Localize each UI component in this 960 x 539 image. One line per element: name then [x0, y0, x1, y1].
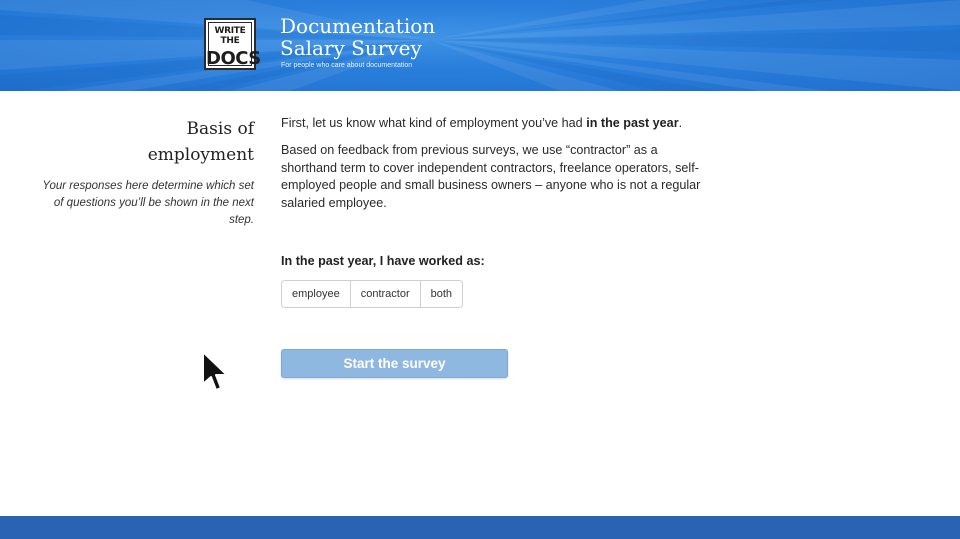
write-the-docs-logo[interactable]	[204, 18, 261, 70]
option-both[interactable]: both	[421, 281, 462, 307]
section-note: Your responses here determine which set of questions you’ll be shown in the next step.	[42, 180, 254, 226]
start-survey-button[interactable]: Start the survey	[281, 349, 508, 378]
employment-question-label: In the past year, I have worked as:	[281, 254, 485, 268]
option-contractor[interactable]: contractor	[351, 281, 421, 307]
survey-title-line2: Salary Survey	[280, 36, 422, 60]
logo-text-bottom: DOCS	[206, 48, 261, 69]
section-heading-line1: Basis of	[186, 119, 254, 139]
survey-title	[280, 15, 435, 59]
footer-bar	[0, 516, 960, 539]
survey-tagline: For people who care about documentation	[281, 62, 413, 69]
contractor-description: Based on feedback from previous surveys, we use “contractor” as a shorthand term to cover independent contractors, freelance operators, self-employed people and small business owners – anyone who is not a regular salaried employee.	[281, 143, 701, 210]
section-heading-line2: employment	[147, 145, 254, 165]
option-employee[interactable]: employee	[282, 281, 351, 307]
survey-title-line1: Documentation	[280, 14, 436, 38]
mouse-pointer-icon	[200, 350, 230, 394]
intro-text	[281, 115, 701, 133]
logo-text-top: WRITE THE	[214, 26, 246, 46]
header-banner	[0, 0, 960, 91]
banner-rays-decoration	[0, 0, 960, 91]
intro-text-emphasis: in the past year	[586, 116, 679, 130]
intro-text-prefix: First, let us know what kind of employment you’ve had	[281, 116, 587, 130]
section-heading	[94, 116, 254, 168]
employment-type-choice-group	[281, 280, 463, 308]
intro-text-suffix: .	[678, 116, 683, 130]
